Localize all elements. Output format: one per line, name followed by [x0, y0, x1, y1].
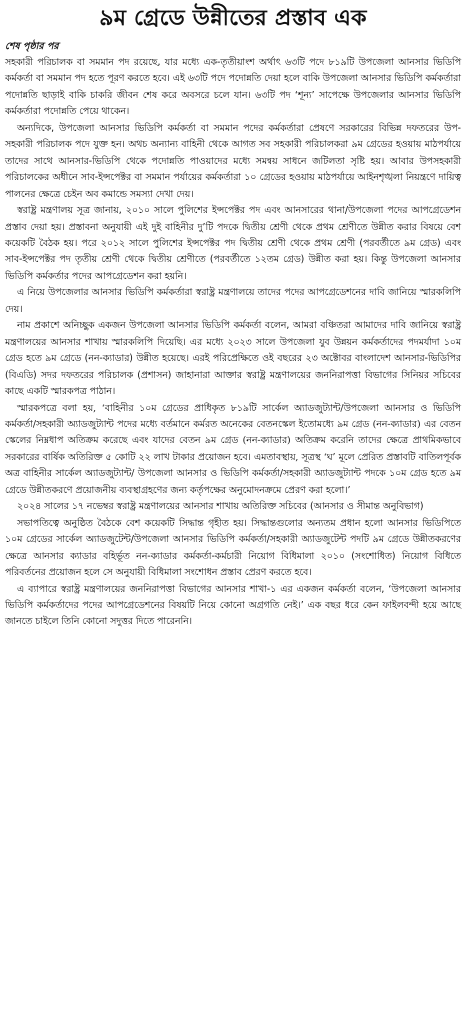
paragraph-9: এ ব্যাপারে স্বরাষ্ট্র মন্ত্রণালয়ের জননিরাপত্তা বিভাগের আনসার শাখা-১ এর একজন কর্মকর্তা বলেন, ‘উপজেলা আনসার ভিডিপি কর্মকর্তাদের পদের আপগ্রেডেশনের বিষয়টি নিয়ে কোনো অগ্রগতি নেই।’ এক বছর ধরে কেন ফাইলবন্দী হয়ে আছে জানতে চাইলে তিনি কোনো সদুত্তর দিতে পারেননি। [5, 583, 461, 628]
paragraph-4: এ নিয়ে উপজেলার আনসার ভিডিপি কর্মকর্তারা স্বরাষ্ট্র মন্ত্রণালয়ে তাদের পদের আপগ্রেডেশনের দাবি জানিয়ে স্মারকলিপি দেয়। [5, 287, 461, 315]
paragraph-3: স্বরাষ্ট্র মন্ত্রণালয় সূত্র জানায়, ২০১০ সালে পুলিশের ইন্সপেক্টর পদ এবং আনসারের থানা/উপজেলা পদের আপগ্রেডেশন প্রস্তাব দেয়া হয়। প্রস্তাবনা অনুযায়ী এই দুই বাহিনীর দু’টি পদকে দ্বিতীয় শ্রেণী থেকে প্রথম শ্রেণীতে উন্নীত করার বিষয়ে বেশ কয়েকটি বৈঠক হয়। পরে ২০১২ সালে পুলিশের ইন্সপেক্টর পদ দ্বিতীয় শ্রেণী থেকে প্রথম শ্রেণী (পরবর্তীতে ৯ম গ্রেড) এবং সাব-ইন্সপেক্টর পদ তৃতীয় শ্রেণী থেকে দ্বিতীয় শ্রেণীতে (পরবর্তীতে ১২তম গ্রেড) উন্নীত করা হয়। কিন্তু উপজেলা আনসার ভিডিপি কর্মকর্তার পদের আপগ্রেডেশন করা হয়নি। [5, 205, 461, 282]
paragraph-7: ২০২৪ সালের ১৭ নভেম্বর স্বরাষ্ট্র মন্ত্রণালয়ের আনসার শাখায় অতিরিক্ত সচিবের (আনসার ও সীমান্ত অনুবিভাগ) [17, 501, 424, 513]
paragraph-1: সহকারী পরিচালক বা সমমান পদ রয়েছে, যার মধ্যে এক-তৃতীয়াংশ অর্থাৎ ৬৩টি পদে ৮১৯টি উপজেলা আনসার ভিডিপি কর্মকর্তা বা সমমান পদ হতে পূরণ করতে হবে। এই ৬৩টি পদে পদোন্নতি দেয়া হলে বাকি উপজেলা আনসার ভিডিপি কর্মকর্তারা পদোন্নতি ছাড়াই বাকি চাকরি জীবন শেষ করে অবসরে চলে যান। ৬৩টি পদ ‘শূন্য’ সাপেক্ষে উপজেলার আনসার ভিডিপি কর্মকর্তারা পদোন্নতি পেয়ে থাকেন। [5, 57, 461, 118]
headline: ৯ম গ্রেডে উন্নীতের প্রস্তাব এক [99, 6, 367, 31]
continued-label: শেষ পৃষ্ঠার পর [5, 41, 59, 52]
article-body [5, 55, 461, 631]
paragraph-5: নাম প্রকাশে অনিচ্ছুক একজন উপজেলা আনসার ভিডিপি কর্মকর্তা বলেন, আমরা বঞ্চিতরা আমাদের দাবি জানিয়ে স্বরাষ্ট্র মন্ত্রণালয়ের আনসার শাখায় স্মারকলিপি দিয়েছি। এর মধ্যে ২০২৩ সালে উপজেলা যুব উন্নয়ন কর্মকর্তাদের পদমর্যাদা ১০ম গ্রেড হতে ৯ম গ্রেডে (নন-ক্যাডার) উন্নীত হয়েছে। এরই পরিপ্রেক্ষিতে ওই বছরের ২৩ অক্টোবর বাংলাদেশ আনসার-ভিডিপির (বিএডি) সদর দফতরের পরিচালক (প্রশাসন) জাহানারা আক্তার স্বরাষ্ট্র মন্ত্রণালয়ের জননিরাপত্তা বিভাগের সিনিয়র সচিবের কাছে একটি স্মারকপত্র পাঠান। [5, 320, 461, 398]
paragraph-2: অন্যদিকে, উপজেলা আনসার ভিডিপি কর্মকর্তা বা সমমান পদের কর্মকর্তারা প্রেষণে সরকারের বিভিন্ন দফতরের উপ-সহকারী পরিচালক পদে যুক্ত হন। অথচ অন্যান্য বাহিনী থেকে আগত সব সহকারী পরিচালকরা ৯ম গ্রেডের হওয়ায় মাঠপর্যায়ে তাদের সাথে আনসার-ভিডিপি থেকে পদোন্নতি পাওয়াদের মধ্যে সমন্বয় সাধনে জটিলতা সৃষ্টি হয়। আবার উপসহকারী পরিচালকের অধীনে সাব-ইন্সপেক্টর বা সমমান পর্যায়ের কর্মকর্তারা ১০ গ্রেডের হওয়ায় মাঠপর্যায়ে আইনশৃঙ্খলা নিয়ন্ত্রণে দায়িত্ব পালনের ক্ষেত্রে চেইন অব কমান্ডে সমস্যা দেখা দেয়। [5, 122, 461, 200]
paragraph-6-quote: স্মারকপত্রে বলা হয়, ‘বাহিনীর ১০ম গ্রেডের প্রাধিকৃত ৮১৯টি সার্কেল অ্যাডজুট্যান্ট/উপজেলা আনসার ও ভিডিপি কর্মকর্তা/সহকারী অ্যাডজুট্যান্ট পদের মধ্যে বর্তমানে কর্মরত অনেকের বেতনস্কেল ইতোমধ্যে ৯ম গ্রেড (নন-ক্যাডার) এর বেতন স্কেলের নিম্নধাপ অতিক্রম করেছে এবং যাদের বেতন ৯ম গ্রেড (নন-ক্যাডার) অতিক্রম করেনি তাদের ক্ষেত্রে প্রাথমিকভাবে সরকারের বার্ষিক অতিরিক্ত ৫ কোটি ২২ লাখ টাকার প্রয়োজন হবে। এমতাবস্থায়, সূত্রস্থ ‘ঘ’ মূলে প্রেরিত প্রস্তাবটি বাতিলপূর্বক অত্র বাহিনীর সার্কেল অ্যাডজুট্যান্ট/ উপজেলা আনসার ও ভিডিপি কর্মকর্তা/সহকারী অ্যাডজুট্যান্ট পদকে ১০ম গ্রেড হতে ৯ম গ্রেডে উন্নীতকরণে প্রয়োজনীয় ব্যবস্থাগ্রহণের জন্য কর্তৃপক্ষের অনুমোদনক্রমে প্রেরণ করা হলো।’ [5, 402, 461, 496]
paragraph-8: সভাপতিত্বে অনুষ্ঠিত বৈঠকে বেশ কয়েকটি সিদ্ধান্ত গৃহীত হয়। সিদ্ধান্তগুলোর অন্যতম প্রধান হলো আনসার ভিডিপিতে ১০ম গ্রেডের সার্কেল অ্যাডজুটেন্ট/উপজেলা আনসার ভিডিপি কর্মকর্তা/সহকারী অ্যাডজুটেন্ট পদটি ৯ম গ্রেডে উন্নীতকরণের ক্ষেত্রে আনসার ক্যাডার বহির্ভূত নন-ক্যাডার কর্মকর্তা-কর্মচারী নিয়োগ বিধিমালা ২০১০ (সংশোধিত) নিয়োগ বিধিতে পরিবর্তনের প্রয়োজন হলে সে অনুযায়ী বিধিমালা সংশোধন প্রস্তাব প্রেরণ করতে হবে। [5, 517, 461, 579]
